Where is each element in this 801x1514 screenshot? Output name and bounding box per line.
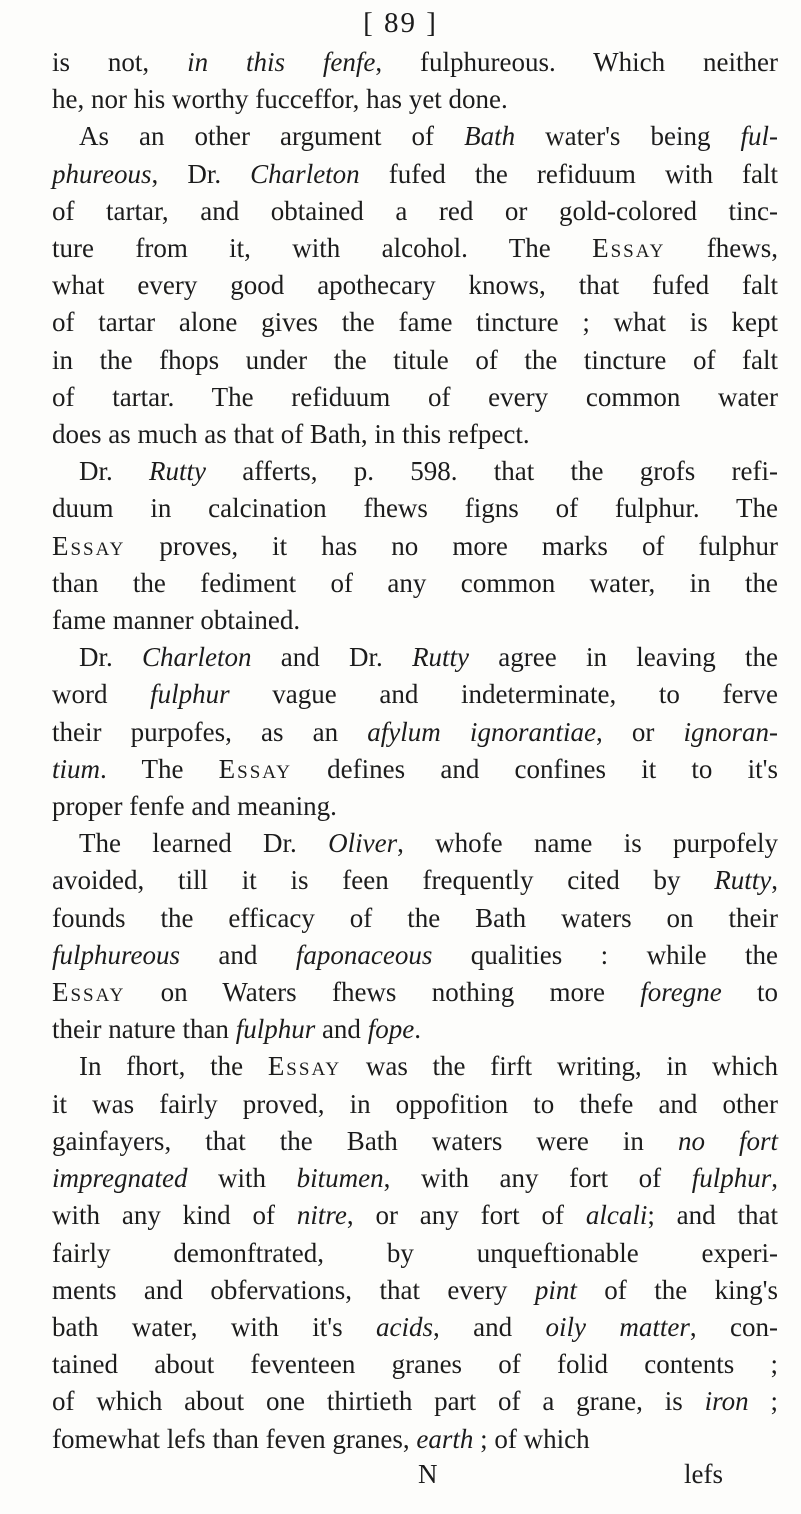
italic-run: afylum ignorantiae bbox=[367, 716, 596, 747]
text-run: was the firft writing, in which bbox=[341, 1051, 778, 1082]
text-line bbox=[52, 862, 778, 899]
text-run: Dr. bbox=[79, 642, 143, 673]
small-caps-run: Essay bbox=[592, 233, 666, 264]
catchword: lefs bbox=[684, 1459, 723, 1489]
text-run: Dr. bbox=[79, 456, 150, 487]
text-line bbox=[52, 825, 778, 862]
text-line bbox=[52, 44, 778, 81]
text-line bbox=[52, 342, 778, 379]
text-line bbox=[52, 156, 778, 193]
text-line bbox=[52, 1048, 778, 1085]
text-run: with bbox=[187, 1163, 297, 1194]
text-run: duum in calcination fhews figns of fulphur. The bbox=[52, 493, 778, 524]
text-run: , with any fort of bbox=[383, 1163, 692, 1194]
text-line bbox=[52, 416, 778, 453]
text-run: afferts, p. 598. that the grofs refi- bbox=[206, 456, 778, 487]
text-run: fairly demonftrated, by unqueftionable experi- bbox=[52, 1237, 778, 1268]
italic-run: iron bbox=[704, 1386, 749, 1417]
italic-run: tium bbox=[52, 753, 101, 784]
italic-run: bitumen bbox=[296, 1163, 384, 1194]
text-line bbox=[52, 1309, 778, 1346]
small-caps-run: Essay bbox=[267, 1051, 342, 1082]
italic-run: fulphur bbox=[235, 1014, 316, 1045]
text-run: ments and obfervations, that every bbox=[52, 1274, 535, 1305]
text-run: does as much as that of Bath, in this refpect. bbox=[52, 419, 530, 450]
italic-run: fope bbox=[367, 1014, 415, 1045]
italic-run: nitre bbox=[296, 1200, 347, 1231]
italic-run: fulphureous bbox=[52, 939, 180, 970]
text-run: and bbox=[180, 939, 296, 970]
text-line bbox=[52, 1346, 778, 1383]
text-run: As an other argument of bbox=[79, 121, 465, 152]
small-caps-run: Essay bbox=[218, 753, 292, 784]
text-line bbox=[52, 304, 778, 341]
italic-run: impregnated bbox=[52, 1163, 188, 1194]
text-run: , con- bbox=[689, 1311, 778, 1342]
text-line bbox=[52, 974, 778, 1011]
italic-run: phureous bbox=[52, 158, 152, 189]
text-run: The learned Dr. bbox=[79, 828, 329, 859]
text-run: than the fediment of any common water, in the bbox=[52, 567, 778, 598]
text-run: ; of which bbox=[473, 1423, 590, 1454]
text-run: , whofe name is purpofely bbox=[397, 828, 779, 859]
italic-run: in this fenfe bbox=[187, 47, 376, 77]
text-line bbox=[52, 714, 778, 751]
italic-run: Oliver bbox=[328, 828, 398, 859]
text-run: water's being bbox=[515, 121, 741, 152]
text-run: with any kind of bbox=[52, 1200, 297, 1231]
text-line bbox=[52, 81, 778, 118]
text-line bbox=[52, 267, 778, 304]
italic-run: no fort bbox=[677, 1125, 778, 1156]
text-line bbox=[52, 1123, 778, 1160]
text-run: and bbox=[315, 1014, 368, 1045]
text-run: defines and confines it to it's bbox=[291, 753, 778, 784]
text-line bbox=[52, 788, 778, 825]
text-line bbox=[52, 1011, 778, 1048]
text-line bbox=[52, 1383, 778, 1420]
text-run: vague and indeterminate, to ferve bbox=[229, 679, 778, 710]
text-run: fhews, bbox=[665, 233, 778, 264]
text-run: of tartar alone gives the fame tincture ; what is kept bbox=[52, 307, 778, 338]
text-run: , bbox=[771, 865, 778, 896]
text-line bbox=[52, 1272, 778, 1309]
text-line bbox=[52, 676, 778, 713]
text-run: in the fhops under the titule of the tincture of falt bbox=[52, 344, 778, 375]
text-line bbox=[52, 900, 778, 937]
text-run: to bbox=[721, 977, 778, 1008]
italic-run: foregne bbox=[640, 977, 722, 1008]
text-run: of which about one thirtieth part of a grane, is bbox=[52, 1386, 705, 1417]
italic-run: Charleton bbox=[250, 158, 360, 189]
text-run: proper fenfe and meaning. bbox=[52, 791, 337, 822]
text-line bbox=[52, 937, 778, 974]
text-run: fame manner obtained. bbox=[52, 605, 301, 636]
text-run: avoided, till it is feen frequently cited by bbox=[52, 865, 715, 896]
text-line bbox=[52, 490, 778, 527]
italic-run: alcali bbox=[585, 1200, 648, 1231]
text-run: fufed the refiduum with falt bbox=[359, 158, 779, 189]
italic-run: pint bbox=[534, 1274, 577, 1305]
text-line bbox=[52, 565, 778, 602]
italic-run: acids bbox=[376, 1311, 434, 1342]
text-run: what every good apothecary knows, that fufed falt bbox=[52, 270, 778, 301]
italic-run: earth bbox=[416, 1423, 474, 1454]
text-run: . The bbox=[100, 753, 219, 784]
text-run: on Waters fhews nothing more bbox=[125, 977, 641, 1008]
text-run: of tartar. The refiduum of every common water bbox=[52, 381, 778, 412]
text-run: of tartar, and obtained a red or gold-colored tinc- bbox=[52, 195, 778, 226]
text-run: qualities : while the bbox=[432, 939, 778, 970]
text-run: In fhort, the bbox=[79, 1051, 268, 1082]
page-number: [ 89 ] bbox=[363, 7, 438, 39]
text-run: their purpofes, as an bbox=[52, 716, 368, 747]
text-line bbox=[52, 751, 778, 788]
italic-run: faponaceous bbox=[295, 939, 433, 970]
text-run: , or bbox=[595, 716, 684, 747]
body-text bbox=[52, 44, 778, 1458]
text-run: , and bbox=[433, 1311, 546, 1342]
italic-run: Charleton bbox=[142, 642, 252, 673]
text-run: bath water, with it's bbox=[52, 1311, 377, 1342]
text-line bbox=[52, 453, 778, 490]
signature-mark: N bbox=[418, 1459, 438, 1489]
text-run: gainfayers, that the Bath waters were in bbox=[52, 1125, 678, 1156]
text-line bbox=[52, 1421, 778, 1458]
italic-run: ful- bbox=[740, 121, 778, 152]
text-run: . bbox=[414, 1014, 421, 1045]
small-caps-run: Essay bbox=[52, 530, 126, 561]
italic-run: ignoran- bbox=[683, 716, 778, 747]
text-run: ; bbox=[748, 1386, 778, 1417]
text-line bbox=[52, 118, 778, 155]
text-line bbox=[52, 1235, 778, 1272]
text-run: , bbox=[771, 1163, 778, 1194]
italic-run: Rutty bbox=[412, 642, 470, 673]
text-run: and Dr. bbox=[251, 642, 413, 673]
text-run: tained about feventeen granes of folid contents ; bbox=[52, 1349, 778, 1380]
text-run: is not, bbox=[52, 47, 188, 77]
text-run: it was fairly proved, in oppofition to thefe and other bbox=[52, 1088, 778, 1119]
text-line bbox=[52, 1197, 778, 1234]
text-run: of the king's bbox=[576, 1274, 778, 1305]
text-line bbox=[52, 602, 778, 639]
text-run: ; and that bbox=[647, 1200, 778, 1231]
text-run: agree in leaving the bbox=[469, 642, 779, 673]
text-line bbox=[52, 193, 778, 230]
italic-run: Bath bbox=[464, 121, 516, 152]
text-run: founds the efficacy of the Bath waters on their bbox=[52, 902, 778, 933]
italic-run: oily matter bbox=[545, 1311, 690, 1342]
text-run: ture from it, with alcohol. The bbox=[52, 233, 593, 264]
text-run: word bbox=[52, 679, 151, 710]
text-run: , fulphureous. Which neither bbox=[375, 47, 779, 77]
italic-run: Rutty bbox=[149, 456, 206, 487]
text-run: , or any fort of bbox=[346, 1200, 586, 1231]
page-footer bbox=[0, 1454, 801, 1494]
text-line bbox=[52, 528, 778, 565]
small-caps-run: Essay bbox=[52, 977, 126, 1008]
text-line bbox=[52, 639, 778, 676]
italic-run: fulphur bbox=[691, 1163, 772, 1194]
italic-run: Rutty bbox=[714, 865, 772, 896]
text-line bbox=[52, 379, 778, 416]
italic-run: fulphur bbox=[150, 679, 230, 710]
text-line bbox=[52, 1160, 778, 1197]
text-line bbox=[52, 1086, 778, 1123]
text-run: , Dr. bbox=[151, 158, 251, 189]
text-run: fomewhat lefs than feven granes, bbox=[52, 1423, 417, 1454]
text-run: proves, it has no more marks of fulphur bbox=[125, 530, 778, 561]
text-line bbox=[52, 230, 778, 267]
text-run: their nature than bbox=[52, 1014, 236, 1045]
text-run: he, nor his worthy fucceffor, has yet done. bbox=[52, 84, 508, 115]
